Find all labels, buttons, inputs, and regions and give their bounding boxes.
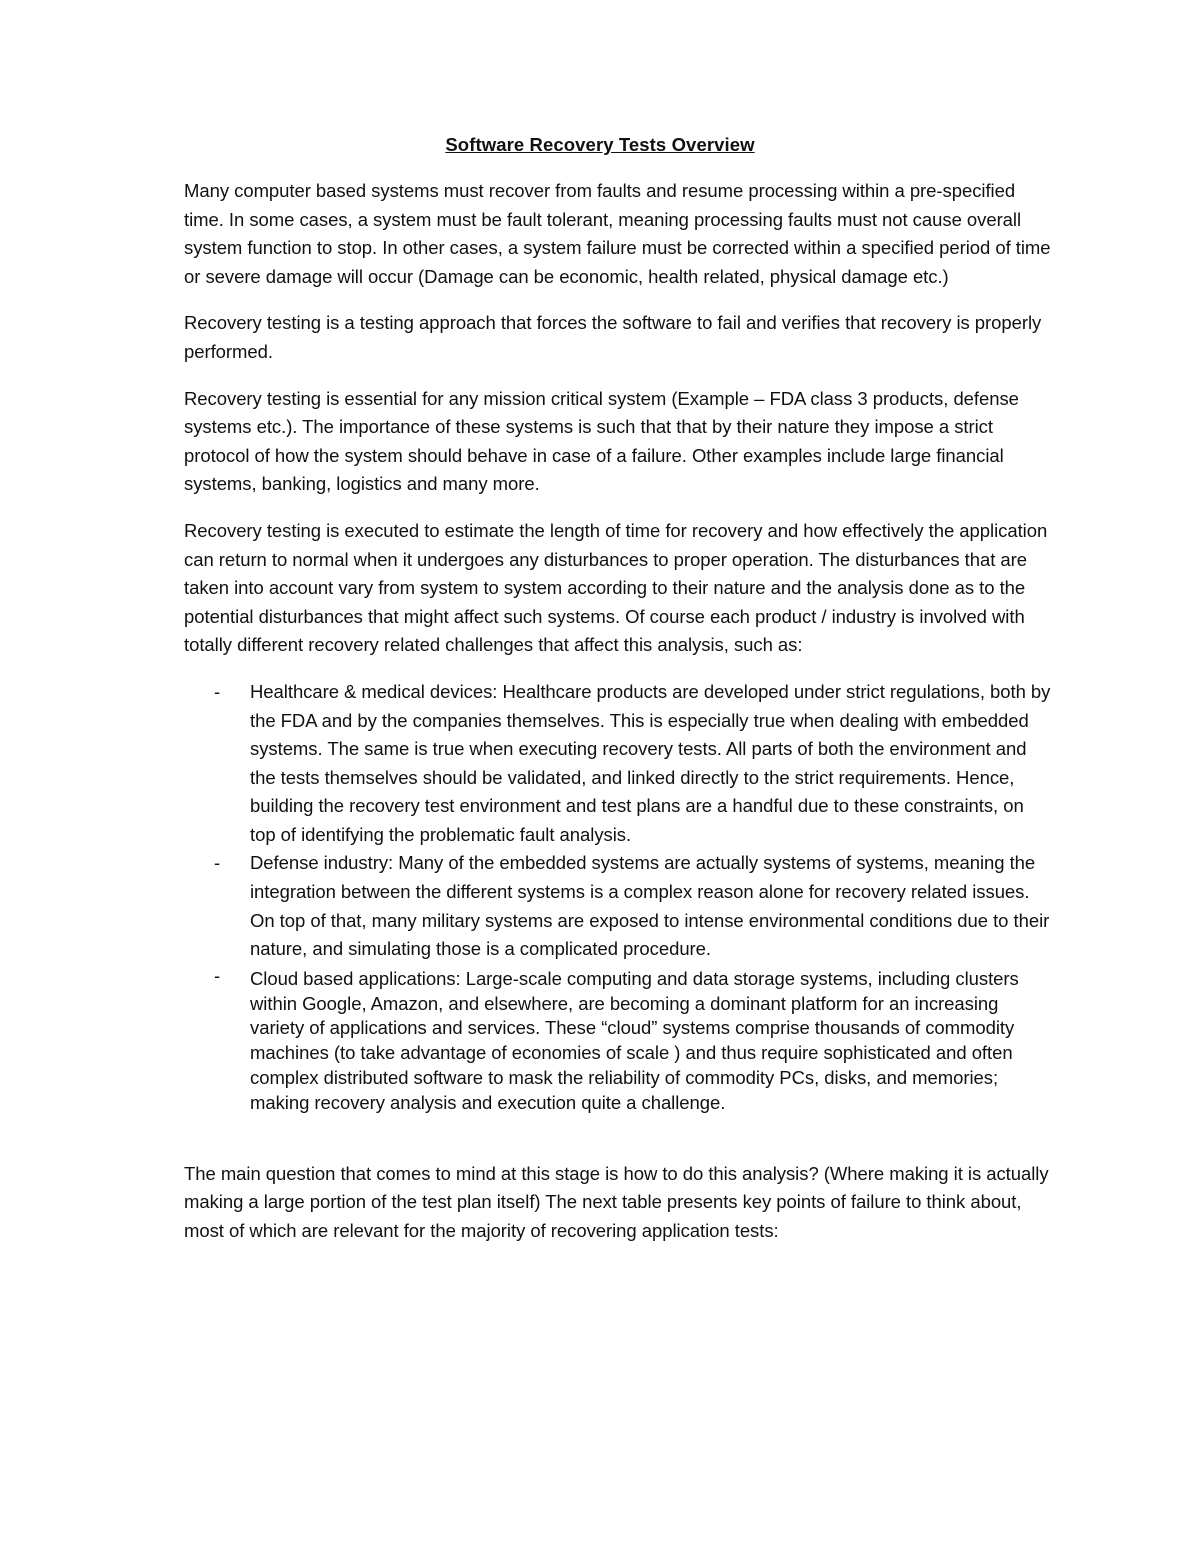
bullet-text-defense: Defense industry: Many of the embedded systems are actually systems of systems, meaning the integration between the different systems is a complex reason alone for recovery related issues. On top of that, many military systems are exposed to intense environmental conditions due to their nature, and simulating those is a complicated procedure. bbox=[250, 852, 1050, 960]
list-item bbox=[184, 964, 1052, 1116]
paragraph-mission-critical: Recovery testing is essential for any mission critical system (Example – FDA class 3 products, defense systems etc.). The importance of these systems is such that that by their nature they impose a strict protocol of how the system should behave in case of a failure. Other examples include large financial systems, banking, logistics and many more. bbox=[184, 387, 1019, 495]
list-item bbox=[184, 849, 1052, 963]
document-body bbox=[184, 177, 1052, 1263]
list-item bbox=[184, 678, 1052, 850]
paragraph-execution: Recovery testing is executed to estimate the length of time for recovery and how effectively the application can return to normal when it undergoes any disturbances to proper operation. The disturbances that are taken into account vary from system to system according to their nature and the analysis done as to the potential disturbances that might affect such systems. Of course each product / industry is involved with totally different recovery related challenges that affect this analysis, such as: bbox=[184, 519, 1048, 656]
industry-bullet-list bbox=[184, 678, 1052, 1116]
paragraph-closing: The main question that comes to mind at this stage is how to do this analysis? (Where making it is actually making a large portion of the test plan itself) The next table presents key points of failure to think about, most of which are relevant for the majority of recovering application tests: bbox=[184, 1162, 1049, 1241]
bullet-text-cloud: Cloud based applications: Large-scale computing and data storage systems, including clusters within Google, Amazon, and elsewhere, are becoming a dominant platform for an increasing variety of applications and services. These “cloud” systems comprise thousands of commodity machines (to take advantage of economies of scale ) and thus require sophisticated and often complex distributed software to mask the reliability of commodity PCs, disks, and memories; making recovery analysis and execution quite a challenge. bbox=[250, 967, 1019, 1113]
bullet-marker: - bbox=[214, 852, 221, 874]
paragraph-definition: Recovery testing is a testing approach that forces the software to fail and verifies that recovery is properly performed. bbox=[184, 312, 1042, 362]
bullet-marker: - bbox=[214, 680, 221, 702]
bullet-text-healthcare: Healthcare & medical devices: Healthcare products are developed under strict regulations, both by the FDA and by the companies themselves. This is especially true when dealing with embedded systems. The same is true when executing recovery tests. All parts of both the environment and the tests themselves should be validated, and linked directly to the strict requirements. Hence, building the recovery test environment and test plans are a handful due to these constraints, on top of identifying the problematic fault analysis. bbox=[250, 680, 1051, 845]
document-title: Software Recovery Tests Overview bbox=[445, 134, 755, 155]
bullet-marker: - bbox=[214, 964, 221, 986]
paragraph-intro: Many computer based systems must recover from faults and resume processing within a pre-specified time. In some cases, a system must be fault tolerant, meaning processing faults must not cause overall system function to stop. In other cases, a system failure must be corrected within a specified period of time or severe damage will occur (Damage can be economic, health related, physical damage etc.) bbox=[184, 180, 1051, 287]
